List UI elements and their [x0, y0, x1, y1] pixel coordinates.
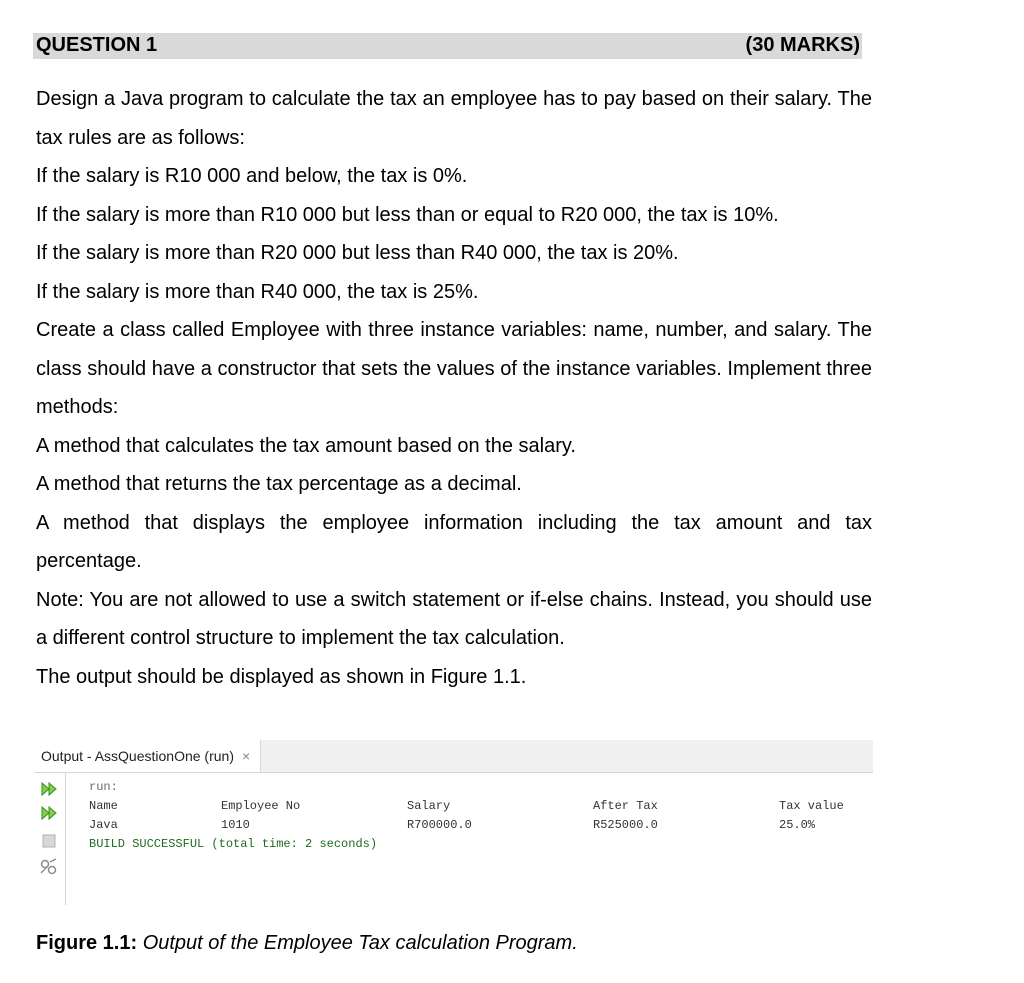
output-tab-label: Output - AssQuestionOne (run) — [41, 748, 234, 764]
question-paragraph: A method that returns the tax percentage as a decimal. — [36, 473, 522, 495]
console-data-row — [89, 816, 869, 835]
rerun-with-params-icon[interactable] — [39, 803, 59, 823]
header-employee-no: Employee No — [221, 799, 301, 813]
console-build-line: BUILD SUCCESSFUL (total time: 2 seconds) — [89, 837, 378, 851]
question-paragraph: If the salary is R10 000 and below, the tax is 0%. — [36, 165, 468, 187]
value-after-tax: R525000.0 — [593, 818, 658, 832]
figure-caption — [36, 932, 578, 955]
question-body — [36, 80, 872, 696]
question-paragraph: If the salary is more than R40 000, the tax is 25%. — [36, 280, 479, 303]
close-icon[interactable]: × — [241, 748, 251, 764]
question-paragraph: A method that displays the employee information including the tax amount and tax percentage. — [36, 511, 872, 572]
value-employee-no: 1010 — [221, 818, 250, 832]
question-paragraph: If the salary is more than R10 000 but less than or equal to R20 000, the tax is 10%. — [36, 203, 779, 226]
console-header-row — [89, 797, 869, 816]
header-tax-value: Tax value — [779, 799, 844, 813]
stop-icon[interactable] — [39, 831, 59, 851]
question-marks: (30 MARKS) — [745, 34, 860, 56]
question-paragraph: A method that calculates the tax amount based on the salary. — [36, 434, 576, 457]
question-paragraph: Create a class called Employee with three instance variables: name, number, and salary. The class should have a constructor that sets the values of the instance variables. Implement three methods: — [36, 319, 872, 418]
header-salary: Salary — [407, 799, 451, 813]
question-paragraph: The output should be displayed as shown in Figure 1.1. — [36, 665, 527, 688]
value-salary: R700000.0 — [407, 818, 472, 832]
output-toolbar-gutter — [35, 773, 66, 905]
figure-caption-text: Output of the Employee Tax calculation Program. — [137, 932, 578, 954]
figure-caption-label: Figure 1.1: — [36, 932, 138, 954]
header-name: Name — [89, 799, 118, 813]
question-title: QUESTION 1 — [36, 34, 158, 56]
output-panel — [35, 740, 873, 905]
settings-icon[interactable] — [39, 857, 59, 877]
rerun-icon[interactable] — [39, 779, 59, 799]
question-paragraph: If the salary is more than R20 000 but less than R40 000, the tax is 20%. — [36, 242, 679, 264]
output-tab[interactable] — [35, 740, 261, 772]
header-after-tax: After Tax — [593, 799, 658, 813]
console-run-line: run: — [89, 780, 118, 794]
output-tab-bar — [35, 740, 873, 773]
question-paragraph: Note: You are not allowed to use a switch statement or if-else chains. Instead, you should use a different control structure to implement the tax calculation. — [36, 588, 872, 649]
question-paragraph: Design a Java program to calculate the tax an employee has to pay based on their salary. The tax rules are as follows: — [36, 88, 872, 149]
value-name: Java — [89, 818, 118, 832]
value-tax-value: 25.0% — [779, 818, 816, 832]
question-header-bar — [33, 33, 862, 59]
console-output — [89, 778, 869, 854]
